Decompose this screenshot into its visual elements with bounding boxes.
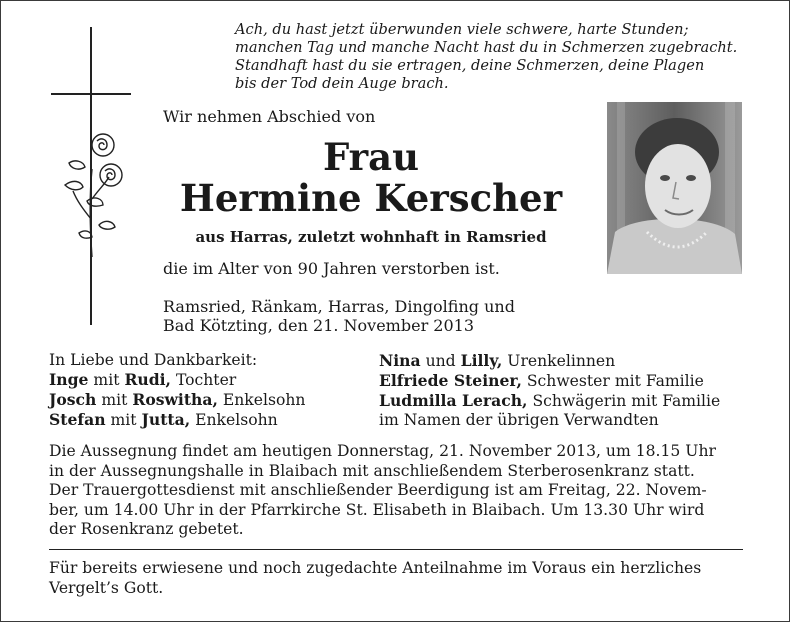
ceremony-line: der Rosenkranz gebetet. xyxy=(49,520,244,538)
origin-line: aus Harras, zuletzt wohnhaft in Ramsried xyxy=(195,228,547,246)
ceremony-line: Die Aussegnung findet am heutigen Donnerstag, 21. November 2013, um 18.15 Uhr xyxy=(49,442,716,460)
farewell-line: Wir nehmen Abschied von xyxy=(163,107,376,126)
ceremony-line: in der Aussegnungshalle in Blaibach mit anschließendem Sterberosenkranz statt. xyxy=(49,461,695,480)
ceremony-details xyxy=(49,442,749,540)
mourner-entry: Josch mit Roswitha, Enkelsohn xyxy=(49,390,306,409)
poem-line: Ach, du hast jetzt überwunden viele schwere, harte Stunden; xyxy=(235,21,689,38)
age-line: die im Alter von 90 Jahren verstorben ist. xyxy=(163,259,500,278)
mourner-entry: Inge mit Rudi, Tochter xyxy=(49,370,237,389)
place-line: Bad Kötzting, den 21. November 2013 xyxy=(163,316,475,335)
deceased-name: Hermine Kerscher xyxy=(179,176,563,220)
cross-bar xyxy=(51,93,131,95)
salutation: Frau xyxy=(323,135,419,179)
thanks-line: Für bereits erwiesene und noch zugedachte Anteilnahme im Voraus ein herzliches xyxy=(49,559,702,577)
thanks-note xyxy=(49,559,749,598)
roses-icon xyxy=(59,129,125,259)
poem-line: manchen Tag und manche Nacht hast du in Schmerzen zugebracht. xyxy=(235,39,738,56)
place-date xyxy=(163,297,515,335)
mourners-others: im Namen der übrigen Verwandten xyxy=(379,411,659,429)
ceremony-line: Der Trauergottesdienst mit anschließender Beerdigung ist am Freitag, 22. Novem- xyxy=(49,481,707,499)
mourner-entry: Stefan mit Jutta, Enkelsohn xyxy=(49,410,278,429)
mourner-entry: Ludmilla Lerach, Schwägerin mit Familie xyxy=(379,391,721,410)
place-line: Ramsried, Ränkam, Harras, Dingolfing und xyxy=(163,297,515,316)
portrait-photo xyxy=(607,102,742,274)
mourner-entry: Nina und Lilly, Urenkelinnen xyxy=(379,351,616,370)
ceremony-line: ber, um 14.00 Uhr in der Pfarrkirche St. Elisabeth in Blaibach. Um 13.30 Uhr wird xyxy=(49,500,705,519)
mourners-left xyxy=(49,351,305,430)
poem-line: bis der Tod dein Auge brach. xyxy=(235,75,449,92)
poem-line: Standhaft hast du sie ertragen, deine Schmerzen, deine Plagen xyxy=(235,57,705,74)
thanks-line: Vergelt’s Gott. xyxy=(49,578,164,597)
mourners-intro: In Liebe und Dankbarkeit: xyxy=(49,351,258,369)
divider xyxy=(49,549,743,550)
mourners-right xyxy=(379,351,720,430)
mourner-entry: Elfriede Steiner, Schwester mit Familie xyxy=(379,371,704,390)
poem xyxy=(235,21,755,93)
